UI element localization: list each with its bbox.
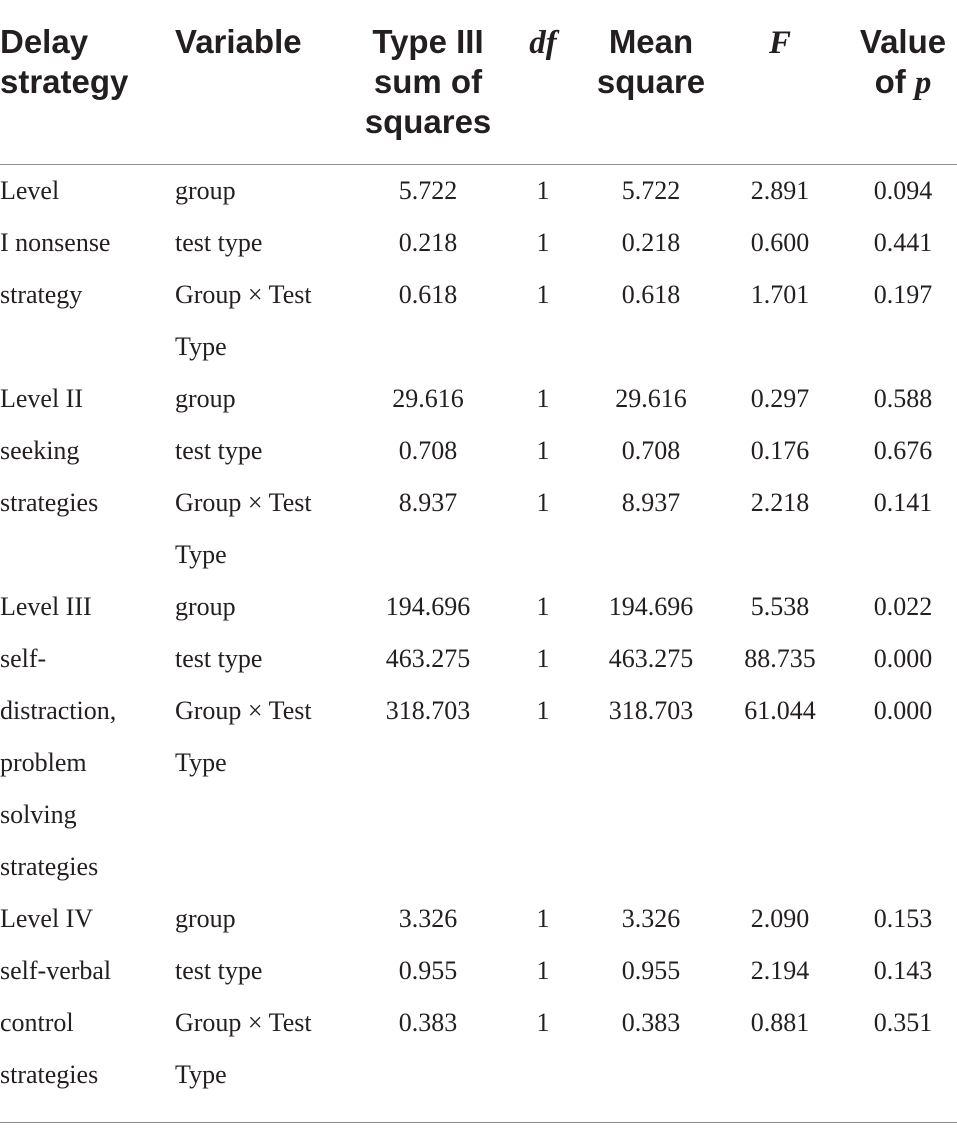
header-p-line1: Value bbox=[859, 23, 947, 60]
cell-variable: group bbox=[175, 176, 236, 205]
cell-p-value: 0.000 bbox=[873, 644, 933, 673]
cell-f: 2.090 bbox=[750, 904, 810, 933]
table-row bbox=[0, 217, 957, 269]
cell-sum-of-squares: 5.722 bbox=[398, 176, 458, 205]
header-delay-strategy-line1: Delay bbox=[0, 23, 89, 60]
header-variable-line1: Variable bbox=[175, 23, 302, 60]
table-row bbox=[0, 997, 957, 1049]
header-delay-strategy-line2: strategy bbox=[0, 63, 129, 100]
cell-p-value: 0.441 bbox=[873, 228, 933, 257]
header-f bbox=[769, 22, 791, 63]
cell-sum-of-squares: 463.275 bbox=[385, 644, 471, 673]
cell-df: 1 bbox=[536, 1008, 550, 1037]
cell-f: 0.176 bbox=[750, 436, 810, 465]
table-row bbox=[0, 1049, 957, 1101]
cell-p-value: 0.676 bbox=[873, 436, 933, 465]
cell-delay-strategy: self- bbox=[0, 644, 47, 673]
cell-f: 0.600 bbox=[750, 228, 810, 257]
cell-variable: test type bbox=[175, 644, 263, 673]
cell-sum-of-squares: 194.696 bbox=[385, 592, 471, 621]
cell-sum-of-squares: 8.937 bbox=[398, 488, 458, 517]
cell-delay-strategy: distraction, bbox=[0, 696, 117, 725]
table-row bbox=[0, 737, 957, 789]
table-row bbox=[0, 373, 957, 425]
cell-delay-strategy: Level bbox=[0, 176, 60, 205]
cell-delay-strategy: seeking bbox=[0, 436, 80, 465]
cell-f: 2.891 bbox=[750, 176, 810, 205]
cell-delay-strategy: self-verbal bbox=[0, 956, 112, 985]
header-delay-strategy bbox=[0, 22, 128, 102]
cell-mean-square: 8.937 bbox=[621, 488, 681, 517]
table-row bbox=[0, 841, 957, 893]
cell-delay-strategy: I nonsense bbox=[0, 228, 111, 257]
cell-df: 1 bbox=[536, 488, 550, 517]
cell-sum-of-squares: 0.708 bbox=[398, 436, 458, 465]
table-row bbox=[0, 633, 957, 685]
cell-delay-strategy: problem bbox=[0, 748, 87, 777]
cell-variable: Type bbox=[175, 748, 227, 777]
header-f-label: F bbox=[768, 25, 792, 61]
cell-p-value: 0.000 bbox=[873, 696, 933, 725]
cell-f: 5.538 bbox=[750, 592, 810, 621]
cell-sum-of-squares: 29.616 bbox=[392, 384, 464, 413]
header-ms-line2: square bbox=[596, 63, 706, 100]
cell-delay-strategy: strategies bbox=[0, 852, 99, 881]
cell-delay-strategy: Level IV bbox=[0, 904, 94, 933]
cell-df: 1 bbox=[536, 384, 550, 413]
cell-p-value: 0.094 bbox=[873, 176, 933, 205]
cell-variable: Group × Test bbox=[175, 280, 312, 309]
header-mean-square bbox=[597, 22, 705, 102]
header-p-value bbox=[860, 22, 946, 103]
cell-variable: Group × Test bbox=[175, 696, 312, 725]
cell-p-value: 0.141 bbox=[873, 488, 933, 517]
cell-variable: test type bbox=[175, 228, 263, 257]
table-row bbox=[0, 425, 957, 477]
cell-f: 0.881 bbox=[750, 1008, 810, 1037]
cell-variable: Type bbox=[175, 332, 227, 361]
cell-p-value: 0.143 bbox=[873, 956, 933, 985]
cell-mean-square: 0.708 bbox=[621, 436, 681, 465]
cell-variable: group bbox=[175, 384, 236, 413]
cell-p-value: 0.588 bbox=[873, 384, 933, 413]
cell-sum-of-squares: 0.218 bbox=[398, 228, 458, 257]
cell-mean-square: 0.218 bbox=[621, 228, 681, 257]
table-row bbox=[0, 165, 957, 217]
cell-f: 61.044 bbox=[744, 696, 816, 725]
table-row bbox=[0, 269, 957, 321]
cell-mean-square: 318.703 bbox=[608, 696, 694, 725]
header-df bbox=[529, 22, 557, 63]
cell-variable: Type bbox=[175, 540, 227, 569]
cell-sum-of-squares: 0.618 bbox=[398, 280, 458, 309]
cell-delay-strategy: strategies bbox=[0, 488, 99, 517]
cell-f: 2.194 bbox=[750, 956, 810, 985]
header-ss-line1: Type III bbox=[372, 23, 484, 60]
cell-delay-strategy: Level II bbox=[0, 384, 84, 413]
header-p-line2-italic: p bbox=[914, 65, 932, 101]
cell-delay-strategy: strategies bbox=[0, 1060, 99, 1089]
table-row bbox=[0, 529, 957, 581]
cell-f: 88.735 bbox=[744, 644, 816, 673]
cell-mean-square: 0.383 bbox=[621, 1008, 681, 1037]
cell-df: 1 bbox=[536, 176, 550, 205]
cell-df: 1 bbox=[536, 592, 550, 621]
table-row bbox=[0, 945, 957, 997]
cell-df: 1 bbox=[536, 280, 550, 309]
cell-mean-square: 5.722 bbox=[621, 176, 681, 205]
cell-variable: Type bbox=[175, 1060, 227, 1089]
header-p-line2-text: of bbox=[874, 63, 915, 100]
cell-variable: test type bbox=[175, 956, 263, 985]
cell-sum-of-squares: 0.955 bbox=[398, 956, 458, 985]
cell-p-value: 0.197 bbox=[873, 280, 933, 309]
cell-df: 1 bbox=[536, 956, 550, 985]
cell-variable: Group × Test bbox=[175, 488, 312, 517]
cell-p-value: 0.153 bbox=[873, 904, 933, 933]
cell-variable: group bbox=[175, 592, 236, 621]
cell-df: 1 bbox=[536, 696, 550, 725]
cell-mean-square: 194.696 bbox=[608, 592, 694, 621]
table-row bbox=[0, 581, 957, 633]
table-row bbox=[0, 685, 957, 737]
cell-sum-of-squares: 0.383 bbox=[398, 1008, 458, 1037]
table-header bbox=[0, 0, 957, 165]
header-variable bbox=[175, 22, 302, 62]
table-row bbox=[0, 321, 957, 373]
table-row bbox=[0, 477, 957, 529]
cell-mean-square: 29.616 bbox=[615, 384, 687, 413]
cell-f: 1.701 bbox=[750, 280, 810, 309]
table-row bbox=[0, 789, 957, 841]
cell-mean-square: 463.275 bbox=[608, 644, 694, 673]
cell-df: 1 bbox=[536, 904, 550, 933]
header-sum-of-squares bbox=[365, 22, 492, 142]
cell-mean-square: 0.955 bbox=[621, 956, 681, 985]
cell-p-value: 0.351 bbox=[873, 1008, 933, 1037]
cell-delay-strategy: solving bbox=[0, 800, 77, 829]
cell-variable: Group × Test bbox=[175, 1008, 312, 1037]
header-df-label: df bbox=[529, 25, 557, 61]
table-row bbox=[0, 893, 957, 945]
header-ss-line3: squares bbox=[364, 103, 492, 140]
cell-delay-strategy: strategy bbox=[0, 280, 83, 309]
cell-variable: group bbox=[175, 904, 236, 933]
cell-sum-of-squares: 3.326 bbox=[398, 904, 458, 933]
cell-f: 0.297 bbox=[750, 384, 810, 413]
cell-df: 1 bbox=[536, 228, 550, 257]
header-ss-line2: sum of bbox=[373, 63, 483, 100]
cell-p-value: 0.022 bbox=[873, 592, 933, 621]
cell-delay-strategy: Level III bbox=[0, 592, 92, 621]
cell-delay-strategy: control bbox=[0, 1008, 74, 1037]
table-body bbox=[0, 165, 957, 1123]
cell-df: 1 bbox=[536, 436, 550, 465]
cell-df: 1 bbox=[536, 644, 550, 673]
cell-variable: test type bbox=[175, 436, 263, 465]
cell-f: 2.218 bbox=[750, 488, 810, 517]
header-ms-line1: Mean bbox=[608, 23, 694, 60]
cell-mean-square: 3.326 bbox=[621, 904, 681, 933]
cell-sum-of-squares: 318.703 bbox=[385, 696, 471, 725]
cell-mean-square: 0.618 bbox=[621, 280, 681, 309]
